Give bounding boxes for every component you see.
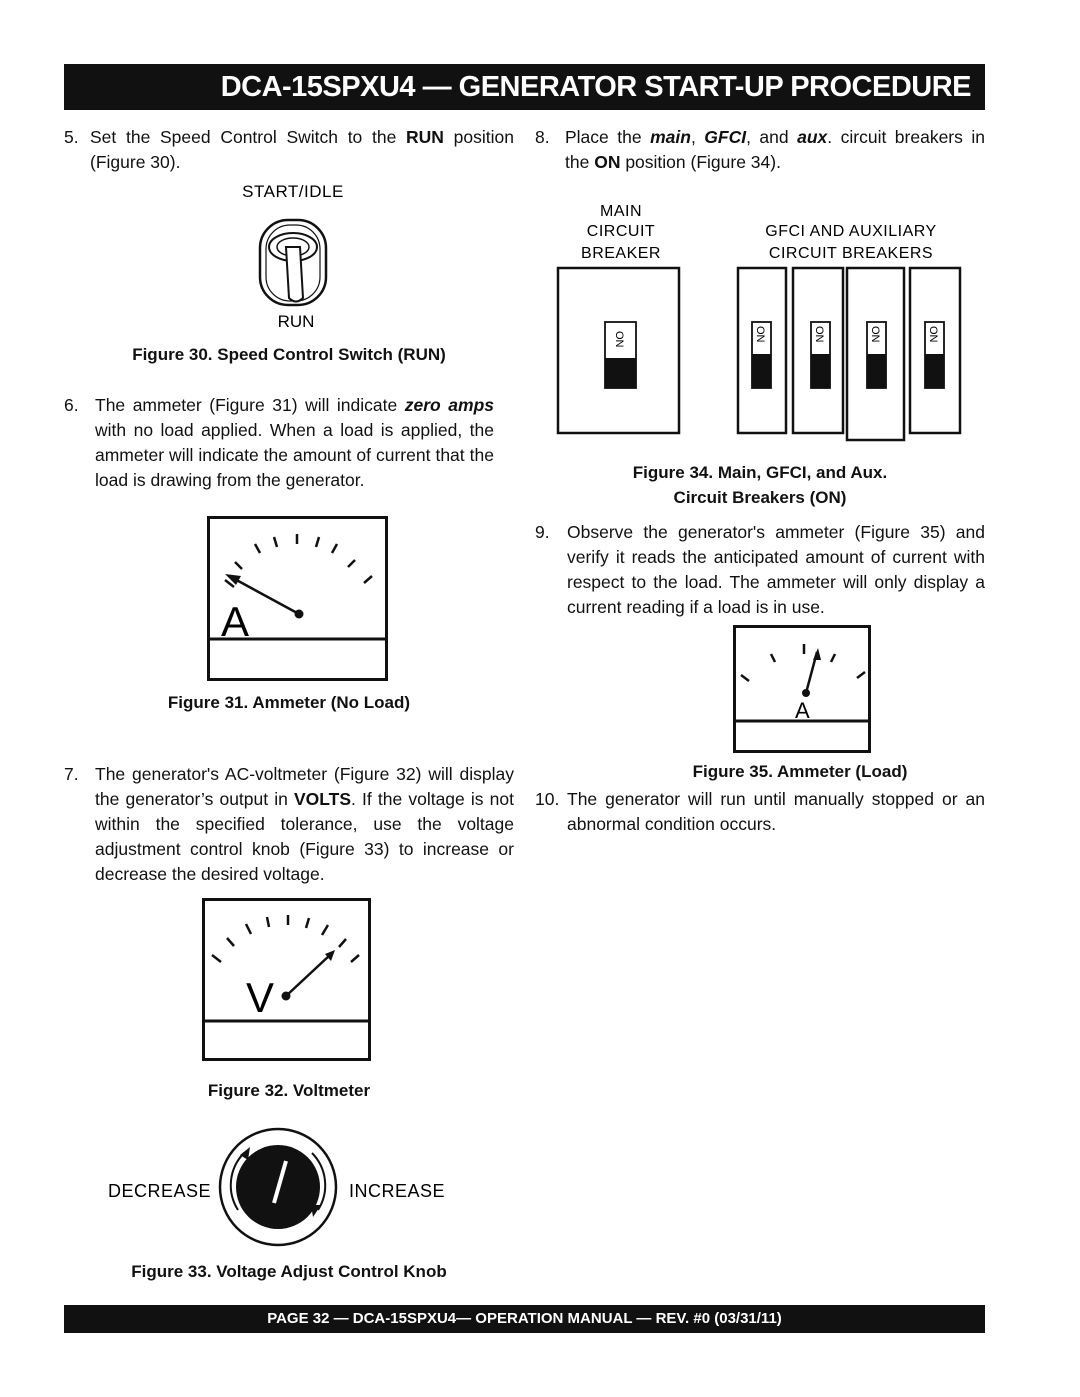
step-number: 6.: [64, 395, 79, 415]
voltmeter-figure: [202, 898, 372, 1063]
gfci-aux-label-1: GFCI AND AUXILIARY: [765, 223, 937, 240]
main-breaker-label-3: BREAKER: [581, 245, 661, 262]
step-number: 9.: [535, 522, 550, 542]
step-number: 10.: [535, 789, 560, 809]
ammeter-letter: A: [795, 698, 810, 723]
step-text: The generator will run until manually stopped or an abnormal condition occurs.: [567, 789, 985, 834]
step-text: The ammeter (Figure 31) will indicate zero amps with no load applied. When a load is applied, the ammeter will indicate the amount of current that the load is drawing from the generator.: [95, 395, 494, 490]
decrease-label: DECREASE: [108, 1181, 212, 1201]
svg-text:ON: ON: [927, 326, 939, 343]
step-text: Place the main, GFCI, and aux. circuit breakers in the ON position (Figure 34).: [565, 127, 985, 172]
figure-30-caption: Figure 30. Speed Control Switch (RUN): [132, 345, 446, 364]
step-10: [535, 787, 985, 837]
step-9: [535, 520, 985, 620]
aux-breaker-2: [847, 268, 904, 440]
step-number: 7.: [64, 764, 79, 784]
step-number: 8.: [535, 127, 550, 147]
page-header: [64, 64, 985, 110]
voltmeter-letter: V: [246, 974, 275, 1021]
figure-35-caption: Figure 35. Ammeter (Load): [692, 762, 908, 781]
svg-text:ON: ON: [754, 326, 766, 343]
main-breaker-label-2: CIRCUIT: [586, 223, 656, 240]
aux-breaker-3: [910, 268, 960, 433]
gfci-aux-label-2: CIRCUIT BREAKERS: [768, 245, 934, 262]
step-text: Observe the generator's ammeter (Figure 35) and verify it reads the anticipated amount of current with respect to the load. The ammeter will only display a current reading if a load is in use.: [567, 522, 985, 617]
ammeter-load-figure: [733, 625, 873, 755]
ammeter-no-load-figure: [207, 516, 389, 682]
start-idle-label: START/IDLE: [242, 182, 344, 201]
gfci-breaker-1: [738, 268, 786, 433]
footer-text: PAGE 32 — DCA-15SPXU4— OPERATION MANUAL — REV. #0 (03/31/11): [267, 1310, 782, 1327]
ammeter-letter: A: [221, 598, 250, 645]
svg-text:ON: ON: [869, 326, 881, 343]
step-number: 5.: [64, 127, 79, 147]
figure-33-caption: Figure 33. Voltage Adjust Control Knob: [131, 1262, 447, 1281]
circuit-breakers-figure: [555, 198, 965, 443]
aux-breaker-1: [793, 268, 843, 433]
page-title: DCA-15SPXU4 — GENERATOR START-UP PROCEDURE: [220, 71, 971, 103]
on-label: ON: [613, 331, 625, 348]
figure-31-caption: Figure 31. Ammeter (No Load): [167, 693, 411, 712]
voltage-adjust-knob-figure: [100, 1125, 465, 1255]
step-text: The generator's AC-voltmeter (Figure 32) will display the generator’s output in VOLTS. If the voltage is not within the specified tolerance, use the voltage adjustment control knob (Figure 33) to increase or decrease the desired voltage.: [95, 764, 514, 884]
step-6: [64, 393, 494, 493]
step-8: [535, 125, 985, 175]
step-7: [64, 762, 514, 887]
figure-34-caption: Figure 34. Main, GFCI, and Aux. Circuit Breakers (ON): [632, 463, 888, 507]
speed-control-switch-figure: [230, 175, 360, 335]
step-text: Set the Speed Control Switch to the RUN position (Figure 30).: [90, 127, 514, 172]
increase-label: INCREASE: [349, 1181, 446, 1201]
step-5: [64, 125, 514, 175]
page-footer: [64, 1305, 985, 1333]
main-breaker: [558, 268, 679, 433]
figure-32-caption: Figure 32. Voltmeter: [207, 1081, 371, 1100]
svg-text:ON: ON: [813, 326, 825, 343]
main-breaker-label-1: MAIN: [600, 203, 642, 220]
run-label: RUN: [277, 312, 315, 331]
